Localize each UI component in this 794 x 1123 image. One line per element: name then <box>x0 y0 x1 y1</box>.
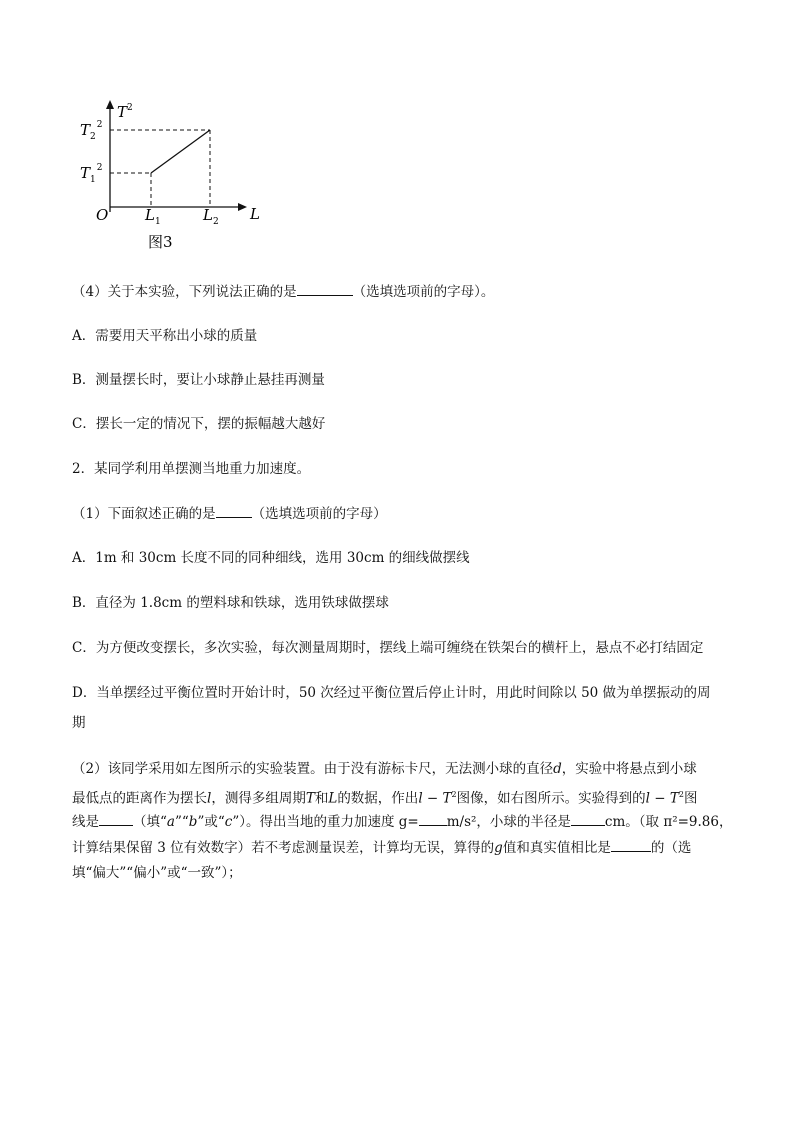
q2-p1-prompt-text: （1）下面叙述正确的是 <box>72 506 216 522</box>
q2-p2-text: 图像，如右图所示。实验得到的 <box>456 790 646 807</box>
t2-label: $T_2^2$ <box>80 120 103 142</box>
gravity-blank[interactable] <box>419 811 447 826</box>
origin-label: O <box>96 206 109 224</box>
q2-p2-text: 值和真实值相比是 <box>502 840 611 856</box>
q4-option-c: C．摆长一定的情况下，摆的振幅越大越好 <box>72 416 326 432</box>
q2-p2-text: 的数据，作出 <box>337 790 419 807</box>
q2-p2-line5: 填“偏大”“偏小”或“一致”）； <box>72 865 242 881</box>
q2-p1-answer-blank[interactable] <box>216 503 252 518</box>
q4-answer-blank[interactable] <box>297 281 353 296</box>
y-axis-label: $T^2$ <box>117 103 133 121</box>
q2-p2-text: 计算结果保留 3 位有效数字）若不考虑测量误差，计算均无误，算得的 <box>72 840 495 856</box>
option-b: b <box>188 814 198 830</box>
q2-p2-text: 和 <box>314 790 329 807</box>
q2-p2-text: 的（选 <box>650 840 692 856</box>
var-L: L <box>328 790 338 807</box>
equation-l-t2: l − T <box>418 790 452 807</box>
q2-p1-option-c: C．为方便改变摆长，多次实验，每次测量周期时，摆线上端可缠绕在铁架台的横杆上，悬点不必打结固定 <box>72 640 704 656</box>
data-line <box>151 130 210 173</box>
q4-option-b: B．测量摆长时，要让小球静止悬挂再测量 <box>72 372 325 388</box>
option-c: c <box>224 814 233 830</box>
q4-prompt-tail: （选填选项前的字母）。 <box>352 284 495 300</box>
q2-p2-line4 <box>72 837 734 858</box>
q2-p2-text: （2）该同学采用如左图所示的实验装置。由于没有游标卡尺，无法测小球的直径 <box>72 761 554 777</box>
q2-p2-text: 最低点的距离作为摆长 <box>72 790 207 807</box>
y-axis-arrow <box>106 100 114 109</box>
equation-l-t2: l − T <box>645 790 679 807</box>
q2-p2-text: 图 <box>683 790 698 807</box>
equation-sup: 2 <box>451 790 457 799</box>
figure-caption: 图3 <box>148 233 173 251</box>
q2-p2-text: cm。（取 π²=9.86， <box>604 814 733 830</box>
var-l: l <box>207 790 212 807</box>
q2-p2-text: 线是 <box>72 814 99 830</box>
q2-p2-text: ”或“ <box>197 814 225 830</box>
var-d: d <box>553 761 562 777</box>
q2-p2-text: （填“ <box>133 814 167 830</box>
x-axis-arrow <box>238 203 247 211</box>
q2-p2-line1 <box>72 759 734 779</box>
q2-p1-option-d-cont: 期 <box>72 715 86 731</box>
equation-sup: 2 <box>678 790 684 799</box>
q2-p1-option-a: A．1m 和 30cm 长度不同的同种细线，选用 30cm 的细线做摆线 <box>72 550 470 566</box>
t1-label: $T_1^2$ <box>80 163 103 185</box>
q2-p1-option-b: B．直径为 1.8cm 的塑料球和铁球，选用铁球做摆球 <box>72 595 389 611</box>
q2-p2-text: ”）。得出当地的重力加速度 g= <box>232 814 419 830</box>
q2-p1-option-d: D．当单摆经过平衡位置时开始计时，50 次经过平衡位置后停止计时，用此时间除以 50 做为单摆振动的周 <box>72 685 711 701</box>
q2-p2-text: ，实验中将悬点到小球 <box>561 761 697 777</box>
var-g: g <box>494 840 503 856</box>
q2-p2-text: m/s²，小球的半径是 <box>446 814 571 830</box>
q4-prompt-text: （4）关于本实验，下列说法正确的是 <box>72 284 297 300</box>
q4-prompt <box>72 281 734 302</box>
radius-blank[interactable] <box>571 811 605 826</box>
l1-label: $L_1$ <box>145 206 161 227</box>
x-axis-label: L <box>250 205 260 223</box>
q2-title: 2．某同学利用单摆测当地重力加速度。 <box>72 461 311 477</box>
q2-p1-prompt <box>72 503 734 524</box>
q2-p1-prompt-tail: （选填选项前的字母） <box>251 506 387 522</box>
q4-option-a: A．需要用天平称出小球的质量 <box>72 328 258 344</box>
q2-p2-line3 <box>72 811 734 832</box>
line-choice-blank[interactable] <box>99 811 133 826</box>
q2-p2-line2 <box>72 785 734 809</box>
q2-p2-text: ，测得多组周期 <box>211 790 306 807</box>
option-a: a <box>166 814 175 830</box>
l2-label: $L_2$ <box>203 206 219 227</box>
comparison-blank[interactable] <box>611 837 651 852</box>
var-T: T <box>305 790 315 807</box>
q2-p2-text: ”“ <box>174 814 189 830</box>
figure-3-graph <box>70 95 270 255</box>
